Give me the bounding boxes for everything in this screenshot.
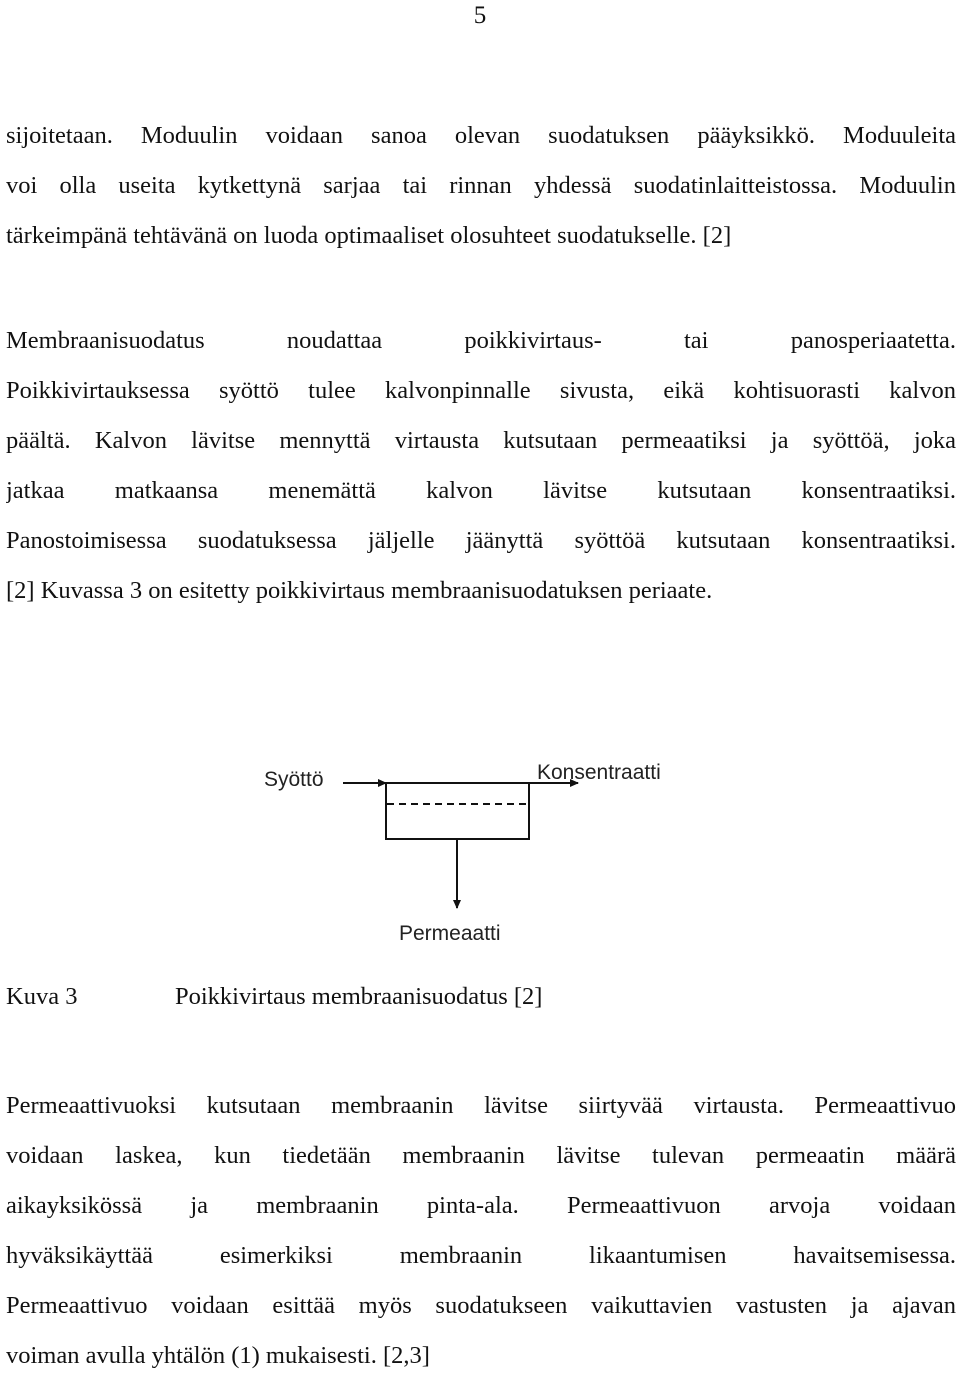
text-line: tärkeimpänä tehtävänä on luoda optimaaliset olosuhteet suodatukselle. [2] [6,222,732,249]
text-line: Permeaattivuo voidaan esittää myös suodatukseen vaikuttavien vastusten ja ajavan [6,1292,956,1319]
text-line: Permeaattivuoksi kutsutaan membraanin lävitse siirtyvää virtausta. Permeaattivuo [6,1092,956,1119]
module-box [386,783,529,839]
page-number: 5 [473,2,487,29]
crossflow-diagram [0,740,960,960]
text-line: aikayksikössä ja membraanin pinta-ala. Permeaattivuon arvoja voidaan [6,1192,956,1219]
text-line: Membraanisuodatus noudattaa poikkivirtaus- tai panosperiaatetta. [6,327,956,354]
permeate-label: Permeaatti [399,922,501,945]
text-line: jatkaa matkaansa menemättä kalvon lävitse kutsutaan konsentraatiksi. [6,477,956,504]
text-line: voi olla useita kytkettynä sarjaa tai rinnan yhdessä suodatinlaitteistossa. Moduulin [6,172,956,199]
text-line: Poikkivirtauksessa syöttö tulee kalvonpinnalle sivusta, eikä kohtisuorasti kalvon [6,377,956,404]
text-line: [2] Kuvassa 3 on esitetty poikkivirtaus membraanisuodatuksen periaate. [6,577,713,604]
feed-label: Syöttö [264,768,324,791]
text-line: sijoitetaan. Moduulin voidaan sanoa olevan suodatuksen pääyksikkö. Moduuleita [6,122,956,149]
caption-label: Kuva 3 [6,983,78,1010]
caption-text: Poikkivirtaus membraanisuodatus [2] [175,983,543,1010]
text-line: voiman avulla yhtälön (1) mukaisesti. [2,3] [6,1342,430,1369]
paragraph-permeate-flux [6,1081,956,1381]
crossflow-diagram-svg [0,740,960,960]
text-line: Panostoimisessa suodatuksessa jäljelle jäänyttä syöttöä kutsutaan konsentraatiksi. [6,527,956,554]
paragraph-module-description [6,111,956,261]
text-line: hyväksikäyttää esimerkiksi membraanin likaantumisen havaitsemisessa. [6,1242,956,1269]
text-line: voidaan laskea, kun tiedetään membraanin lävitse tulevan permeaatin määrä [6,1142,956,1169]
concentrate-label: Konsentraatti [537,761,661,784]
text-line: päältä. Kalvon lävitse mennyttä virtausta kutsutaan permeaatiksi ja syöttöä, joka [6,427,956,454]
paragraph-crossflow-principle [6,316,956,616]
